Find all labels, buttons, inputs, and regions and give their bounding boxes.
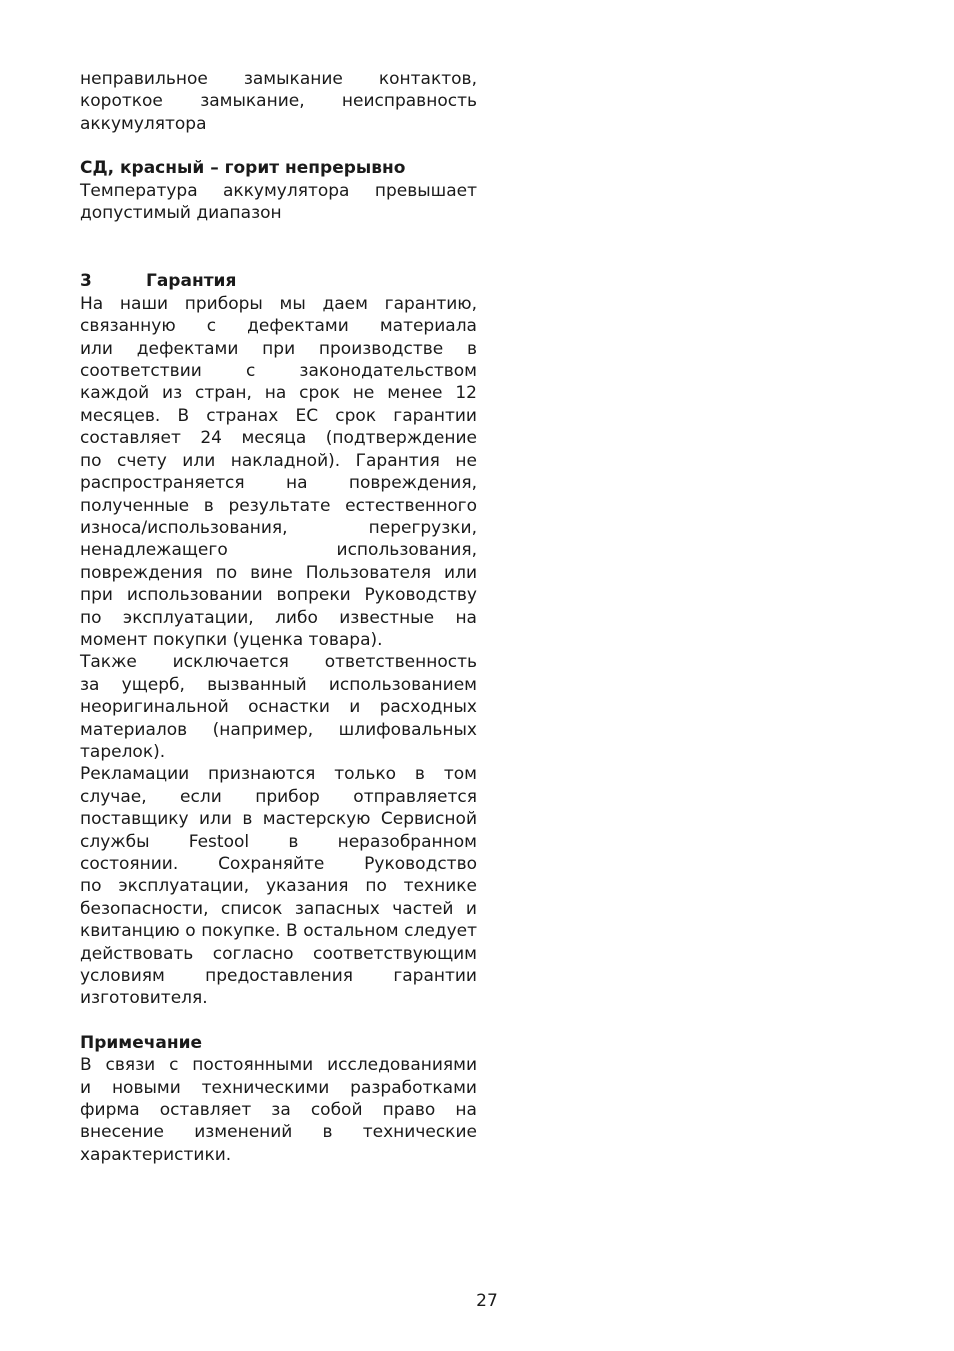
word: шлифовальных bbox=[338, 719, 477, 740]
fault-description bbox=[80, 68, 477, 135]
text-line bbox=[80, 382, 477, 404]
word: и bbox=[465, 898, 477, 919]
word: по bbox=[80, 607, 102, 628]
text-line: характеристики. bbox=[80, 1144, 232, 1165]
word: и bbox=[80, 1077, 92, 1098]
section-number: 3 bbox=[80, 271, 92, 292]
text-line bbox=[80, 674, 477, 696]
word: соответствии bbox=[80, 361, 202, 382]
word: по bbox=[365, 876, 387, 897]
text-line bbox=[80, 517, 477, 539]
word: эксплуатации, bbox=[118, 876, 250, 897]
word: новыми bbox=[111, 1077, 181, 1098]
word: или bbox=[198, 809, 232, 830]
text-line bbox=[80, 293, 477, 315]
word: Сервисной bbox=[380, 809, 477, 830]
text-line bbox=[80, 90, 477, 112]
word: Руководству bbox=[364, 585, 477, 606]
word: расходных bbox=[379, 697, 477, 718]
word: странах bbox=[206, 405, 279, 426]
text-line bbox=[80, 1054, 477, 1076]
word: при bbox=[80, 585, 113, 606]
word: Festool bbox=[188, 831, 250, 852]
word: на bbox=[455, 607, 477, 628]
word: (например, bbox=[212, 719, 314, 740]
text-line bbox=[80, 920, 477, 942]
word: не bbox=[455, 450, 477, 471]
word: износа/использования, bbox=[80, 517, 288, 538]
word: если bbox=[180, 786, 222, 807]
text-line bbox=[80, 1099, 477, 1121]
word: связанную bbox=[80, 316, 176, 337]
text-line bbox=[80, 875, 477, 897]
text-line bbox=[80, 719, 477, 741]
word: неразобранном bbox=[337, 831, 477, 852]
word: счету bbox=[116, 450, 167, 471]
word: по bbox=[80, 876, 102, 897]
word: исключается bbox=[172, 652, 289, 673]
word: замыкание bbox=[243, 69, 343, 89]
word: о bbox=[185, 921, 196, 942]
word: ответственность bbox=[324, 652, 477, 673]
text-line bbox=[80, 786, 477, 808]
word: при bbox=[262, 338, 296, 359]
word: Руководство bbox=[364, 854, 477, 874]
word: за bbox=[80, 674, 100, 695]
word: указания bbox=[265, 876, 349, 897]
word: неоригинальной bbox=[80, 697, 229, 718]
word: дефектами bbox=[136, 338, 239, 359]
word: по bbox=[215, 562, 238, 583]
word: повреждения, bbox=[348, 473, 477, 494]
word: действовать bbox=[80, 943, 194, 964]
word: технические bbox=[362, 1122, 477, 1143]
word: Также bbox=[80, 652, 137, 673]
word: Температура bbox=[80, 180, 198, 201]
text-line bbox=[80, 965, 477, 987]
word: в bbox=[466, 338, 477, 359]
word: запасных bbox=[294, 898, 380, 919]
word: превышает bbox=[374, 180, 477, 201]
text-line bbox=[80, 338, 477, 360]
word: 24 bbox=[200, 428, 222, 449]
word: на bbox=[455, 1100, 477, 1121]
word: Гарантия bbox=[355, 450, 440, 471]
text-line bbox=[80, 943, 477, 965]
text-line bbox=[80, 853, 477, 875]
word: месяца bbox=[241, 428, 307, 449]
word: использования, bbox=[336, 540, 477, 561]
text-line: изготовителя. bbox=[80, 988, 208, 1009]
word: ЕС bbox=[295, 405, 319, 426]
text-line bbox=[80, 360, 477, 382]
word: контактов, bbox=[378, 69, 477, 89]
word: стран, bbox=[194, 383, 252, 404]
word: исследованиями bbox=[327, 1055, 477, 1076]
text-line: допустимый диапазон bbox=[80, 203, 282, 224]
word: ущерб, bbox=[121, 674, 185, 695]
word: результате bbox=[228, 495, 331, 516]
text-line bbox=[80, 808, 477, 830]
word: повреждения bbox=[80, 562, 203, 583]
word: распространяется bbox=[80, 473, 245, 494]
text-line bbox=[80, 831, 477, 853]
warranty-paragraph-1 bbox=[80, 293, 477, 652]
word: и bbox=[349, 697, 361, 718]
word: производстве bbox=[318, 338, 444, 359]
text-line bbox=[80, 450, 477, 472]
word: ненадлежащего bbox=[80, 540, 228, 561]
word: Пользователя bbox=[305, 562, 432, 583]
warranty-section bbox=[80, 270, 477, 1009]
word: известные bbox=[339, 607, 435, 628]
word: в bbox=[322, 1122, 333, 1143]
word: или bbox=[80, 338, 113, 359]
word: отправляется bbox=[353, 786, 477, 807]
word: из bbox=[162, 383, 183, 404]
section-heading bbox=[80, 270, 477, 292]
word: вине bbox=[250, 562, 293, 583]
text-line bbox=[80, 607, 477, 629]
word: мастерскую bbox=[262, 809, 371, 830]
word: на bbox=[285, 473, 308, 494]
section-title: Гарантия bbox=[146, 271, 237, 292]
word: менее bbox=[387, 383, 443, 404]
word: в bbox=[203, 495, 214, 516]
word: На bbox=[80, 293, 104, 314]
word: в bbox=[414, 764, 425, 785]
word: перегрузки, bbox=[368, 517, 477, 538]
word: за bbox=[271, 1100, 291, 1121]
word: не bbox=[352, 383, 375, 404]
warranty-paragraph-3 bbox=[80, 763, 477, 1009]
warranty-paragraph-2 bbox=[80, 651, 477, 763]
word: список bbox=[220, 898, 283, 919]
text-line bbox=[80, 315, 477, 337]
text-line bbox=[80, 696, 477, 718]
word: связи bbox=[105, 1055, 156, 1076]
word: право bbox=[382, 1100, 436, 1121]
text-line: аккумулятора bbox=[80, 113, 207, 134]
word: В bbox=[80, 1055, 92, 1076]
word: изменений bbox=[194, 1122, 293, 1143]
word: оставляет bbox=[159, 1100, 252, 1121]
word: использованием bbox=[328, 674, 477, 695]
word: постоянными bbox=[192, 1055, 314, 1076]
note-heading: Примечание bbox=[80, 1032, 203, 1053]
word: Сохраняйте bbox=[218, 854, 325, 874]
word: срок bbox=[335, 405, 377, 426]
word: приборы bbox=[184, 293, 263, 314]
text-line: тарелок). bbox=[80, 741, 166, 762]
word: неисправность bbox=[341, 91, 477, 112]
word: условиям bbox=[80, 966, 165, 987]
word: квитанцию bbox=[80, 921, 180, 942]
text-line bbox=[80, 1121, 477, 1143]
word: признаются bbox=[208, 764, 316, 785]
word: службы bbox=[80, 831, 150, 852]
word: (подтверждение bbox=[325, 428, 477, 449]
word: неправильное bbox=[80, 69, 208, 89]
word: разработками bbox=[350, 1077, 477, 1098]
word: каждой bbox=[80, 383, 150, 404]
word: полученные bbox=[80, 495, 190, 516]
word: вопреки bbox=[276, 585, 351, 606]
word: с bbox=[206, 316, 217, 337]
word: предоставления bbox=[205, 966, 354, 987]
word: гарантии bbox=[393, 966, 477, 987]
word: материала bbox=[379, 316, 477, 337]
text-line bbox=[80, 562, 477, 584]
led-red-heading: СД, красный – горит непрерывно bbox=[80, 158, 406, 179]
word: мы bbox=[279, 293, 306, 314]
text-line bbox=[80, 763, 477, 785]
word: естественного bbox=[345, 495, 477, 516]
word: внесение bbox=[80, 1122, 165, 1143]
led-red-description bbox=[80, 180, 477, 225]
word: составляет bbox=[80, 428, 181, 449]
word: частей bbox=[392, 898, 454, 919]
word: с bbox=[245, 361, 256, 382]
word: даем bbox=[322, 293, 368, 314]
text-line bbox=[80, 1077, 477, 1099]
word: вызванный bbox=[207, 674, 307, 695]
word: В bbox=[177, 405, 190, 426]
word: безопасности, bbox=[80, 898, 209, 919]
note-text bbox=[80, 1054, 477, 1166]
word: месяцев. bbox=[80, 405, 161, 426]
word: или bbox=[444, 562, 477, 583]
text-line bbox=[80, 651, 477, 673]
text-line bbox=[80, 427, 477, 449]
word: остальном bbox=[303, 921, 399, 942]
word: том bbox=[443, 764, 477, 785]
word: техническими bbox=[201, 1077, 330, 1098]
word: только bbox=[334, 764, 397, 785]
word: или bbox=[182, 450, 216, 471]
text-line bbox=[80, 180, 477, 202]
word: дефектами bbox=[247, 316, 349, 337]
word: фирма bbox=[80, 1100, 140, 1121]
text-column bbox=[80, 68, 477, 1166]
word: следует bbox=[404, 921, 477, 942]
text-line bbox=[80, 68, 477, 90]
word: замыкание, bbox=[200, 91, 305, 112]
word: прибор bbox=[255, 786, 320, 807]
word: оснастки bbox=[248, 697, 330, 718]
text-line: момент покупки (уценка товара). bbox=[80, 629, 383, 650]
word: поставщику bbox=[80, 809, 189, 830]
word: срок bbox=[299, 383, 340, 404]
word: в bbox=[288, 831, 299, 852]
word: законодательством bbox=[299, 361, 477, 382]
word: соответствующим bbox=[313, 943, 477, 964]
page-number: 27 bbox=[476, 1291, 498, 1311]
word: 12 bbox=[455, 383, 477, 404]
word: наши bbox=[119, 293, 169, 314]
led-red-section bbox=[80, 157, 477, 224]
word: в bbox=[242, 809, 253, 830]
note-section bbox=[80, 1032, 477, 1166]
word: состоянии. bbox=[80, 854, 179, 874]
text-line bbox=[80, 495, 477, 517]
word: Рекламации bbox=[80, 764, 190, 785]
word: В bbox=[285, 921, 298, 942]
word: короткое bbox=[80, 91, 163, 112]
word: использовании bbox=[126, 585, 263, 606]
word: либо bbox=[275, 607, 318, 628]
text-line bbox=[80, 539, 477, 561]
word: случае, bbox=[80, 786, 147, 807]
word: накладной). bbox=[230, 450, 341, 471]
word: с bbox=[169, 1055, 179, 1076]
word: покупке. bbox=[201, 921, 281, 942]
text-line bbox=[80, 405, 477, 427]
text-line bbox=[80, 472, 477, 494]
word: эксплуатации, bbox=[122, 607, 254, 628]
word: аккумулятора bbox=[222, 180, 350, 201]
word: согласно bbox=[212, 943, 294, 964]
text-line bbox=[80, 584, 477, 606]
word: на bbox=[264, 383, 287, 404]
word: гарантию, bbox=[384, 293, 477, 314]
word: материалов bbox=[80, 719, 188, 740]
word: по bbox=[80, 450, 102, 471]
word: гарантии bbox=[393, 405, 477, 426]
text-line bbox=[80, 898, 477, 920]
word: технике bbox=[403, 876, 477, 897]
word: собой bbox=[310, 1100, 363, 1121]
